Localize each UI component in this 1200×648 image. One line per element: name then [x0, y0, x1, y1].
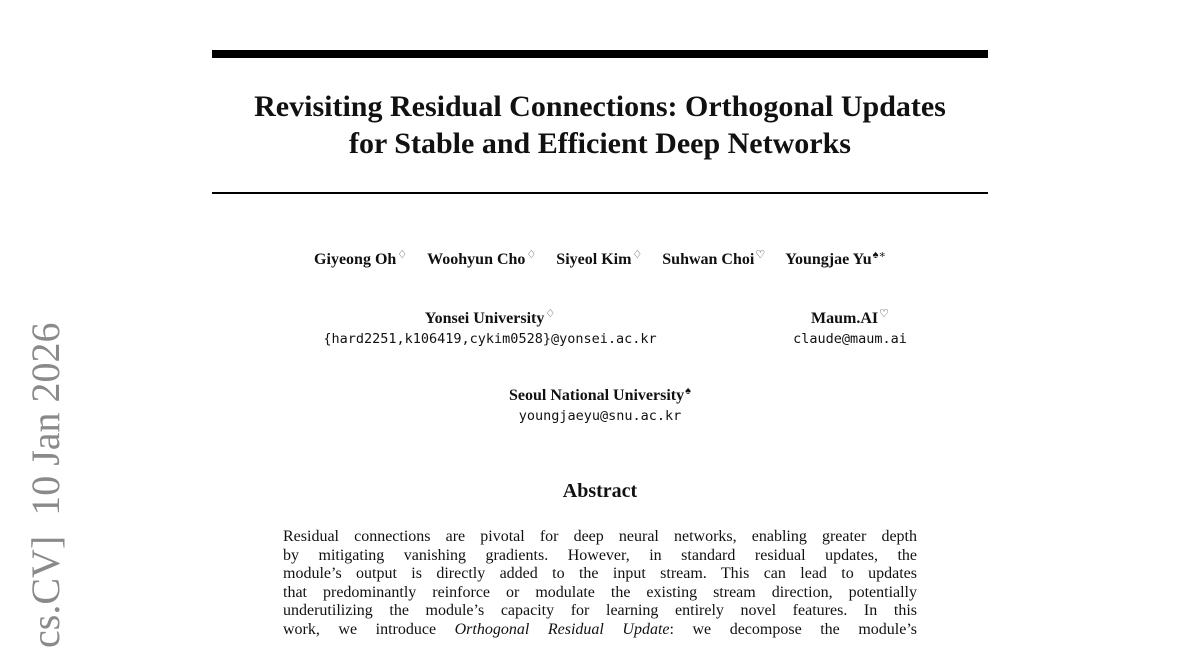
- author-list: [212, 248, 988, 269]
- abstract-line: by mitigating vanishing gradients. However, in standard residual updates, the: [283, 546, 917, 564]
- author-name: Youngjae Yu: [785, 251, 872, 268]
- affiliation-name-text: Yonsei University: [424, 310, 545, 327]
- affiliation-mark: ♢: [397, 249, 408, 261]
- affiliation-mark: ♢: [526, 249, 537, 261]
- affiliation-name-text: Seoul National University: [509, 387, 685, 404]
- author-siyeol-kim: [556, 248, 642, 269]
- abstract-line: underutilizing the module’s capacity for learning entirely novel features. In this: [283, 602, 917, 619]
- affiliation-email: {hard2251,k106419,cykim0528}@yonsei.ac.kr: [323, 331, 657, 347]
- abstract-heading: Abstract: [562, 480, 638, 502]
- paper-title: [212, 88, 988, 162]
- abstract-line: that predominantly reinforce or modulate the existing stream direction, potentially: [283, 583, 917, 601]
- affiliation-mark: ♡: [879, 308, 889, 320]
- author-giyeong-oh: [314, 248, 407, 269]
- affiliation-mark: ♠: [685, 385, 691, 397]
- affiliation-email: claude@maum.ai: [793, 331, 907, 347]
- abstract-line: Residual connections are pivotal for deep neural networks, enabling greater depth: [283, 528, 917, 545]
- author-suhwan-choi: [662, 248, 765, 269]
- arxiv-identifier-stamp: cs.CV] 10 Jan 2026: [23, 322, 68, 648]
- author-woohyun-cho: [427, 248, 536, 269]
- affiliation-name: [270, 304, 710, 329]
- abstract-text: : we decompose the module’s: [669, 620, 917, 638]
- title-line-1: Revisiting Residual Connections: Orthogonal Updates: [254, 90, 946, 123]
- abstract-emphasis: Orthogonal Residual Update: [454, 620, 670, 638]
- author-youngjae-yu: [785, 248, 886, 269]
- affiliation-mark: ♢: [632, 249, 643, 261]
- author-name: Giyeong Oh: [314, 251, 397, 268]
- top-rule: [212, 50, 988, 58]
- abstract-line: [283, 621, 917, 640]
- abstract-body: [283, 528, 917, 639]
- affiliation-mark: ♠∗: [872, 249, 886, 261]
- affiliation-name: [440, 381, 760, 406]
- author-name: Woohyun Cho: [427, 251, 526, 268]
- affiliation-name: [770, 304, 930, 329]
- affiliation-yonsei: [270, 304, 710, 349]
- affiliation-mark: ♡: [755, 249, 766, 261]
- author-name: Siyeol Kim: [556, 251, 632, 268]
- title-line-2: for Stable and Efficient Deep Networks: [349, 127, 851, 160]
- title-bottom-rule: [212, 192, 988, 194]
- affiliation-email: youngjaeyu@snu.ac.kr: [518, 408, 682, 424]
- affiliation-mark: ♢: [545, 308, 556, 320]
- affiliation-name-text: Maum.AI: [811, 310, 879, 327]
- abstract-line: module’s output is directly added to the input stream. This can lead to updates: [283, 565, 917, 582]
- author-name: Suhwan Choi: [662, 251, 755, 268]
- affiliation-snu: [440, 381, 760, 426]
- abstract-text: work, we introduce: [283, 620, 455, 638]
- affiliation-maum: [770, 304, 930, 349]
